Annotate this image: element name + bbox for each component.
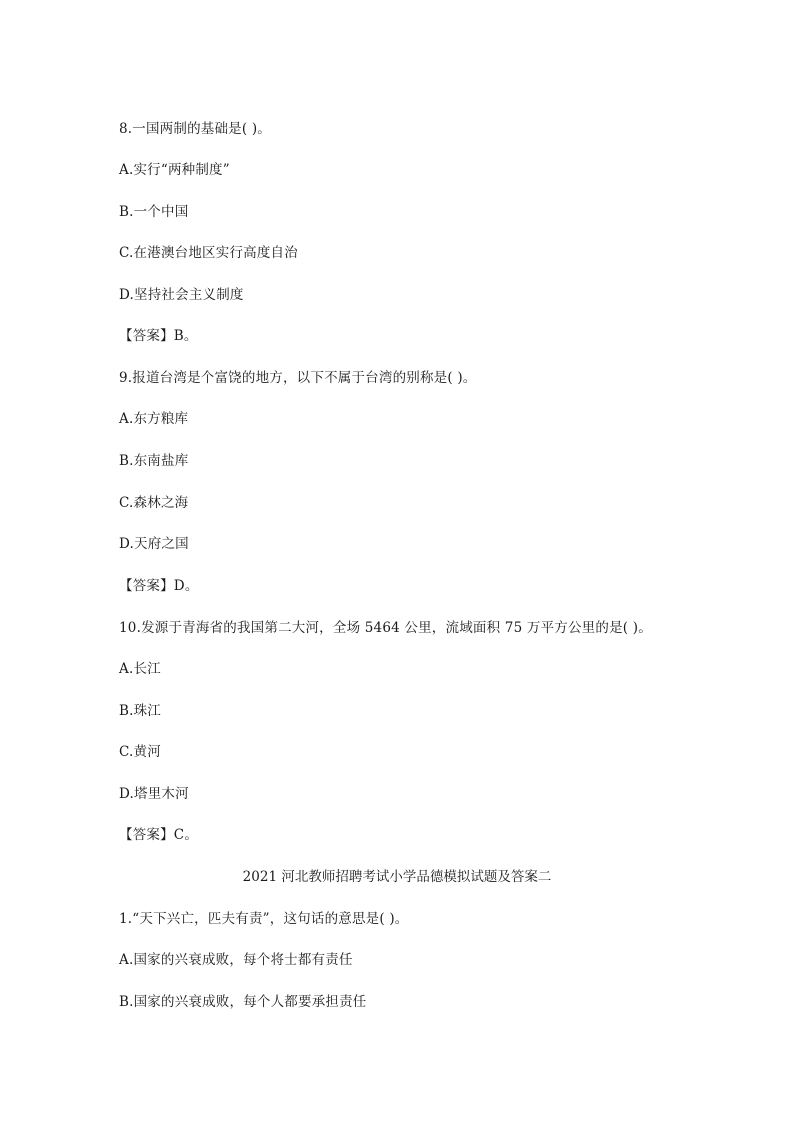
q10-option-c: C.黄河 [119,744,161,760]
q9-option-d: D.天府之国 [119,536,189,552]
q10-option-a: A.长江 [119,661,161,677]
section-title: 2021 河北教师招聘考试小学品德模拟试题及答案二 [242,869,552,885]
q8-option-a: A.实行“两种制度” [119,162,230,178]
q8-option-d: D.坚持社会主义制度 [119,287,244,303]
q8-answer: 【答案】B。 [119,328,198,344]
q10-option-d: D.塔里木河 [119,786,189,802]
q9-option-a: A.东方粮库 [119,411,189,427]
s2q1-option-a: A.国家的兴衰成败，每个将士都有责任 [119,952,353,968]
q10-option-b: B.珠江 [119,703,162,719]
q8-option-b: B.一个中国 [119,204,189,220]
question-8: 8.一国两制的基础是( )。 [119,121,272,137]
question-10: 10.发源于青海省的我国第二大河，全场 5464 公里，流域面积 75 万平方公里的是( )。 [119,620,652,636]
section2-question-1: 1.“天下兴亡，匹夫有责”，这句话的意思是( )。 [119,911,409,927]
q9-option-c: C.森林之海 [119,495,189,511]
s2q1-option-b: B.国家的兴衰成败，每个人都要承担责任 [119,994,367,1010]
q9-answer: 【答案】D。 [119,578,199,594]
question-9: 9.报道台湾是个富饶的地方，以下不属于台湾的别称是( )。 [119,370,477,386]
q8-option-c: C.在港澳台地区实行高度自治 [119,245,298,261]
q10-answer: 【答案】C。 [119,827,199,843]
q9-option-b: B.东南盐库 [119,453,189,469]
